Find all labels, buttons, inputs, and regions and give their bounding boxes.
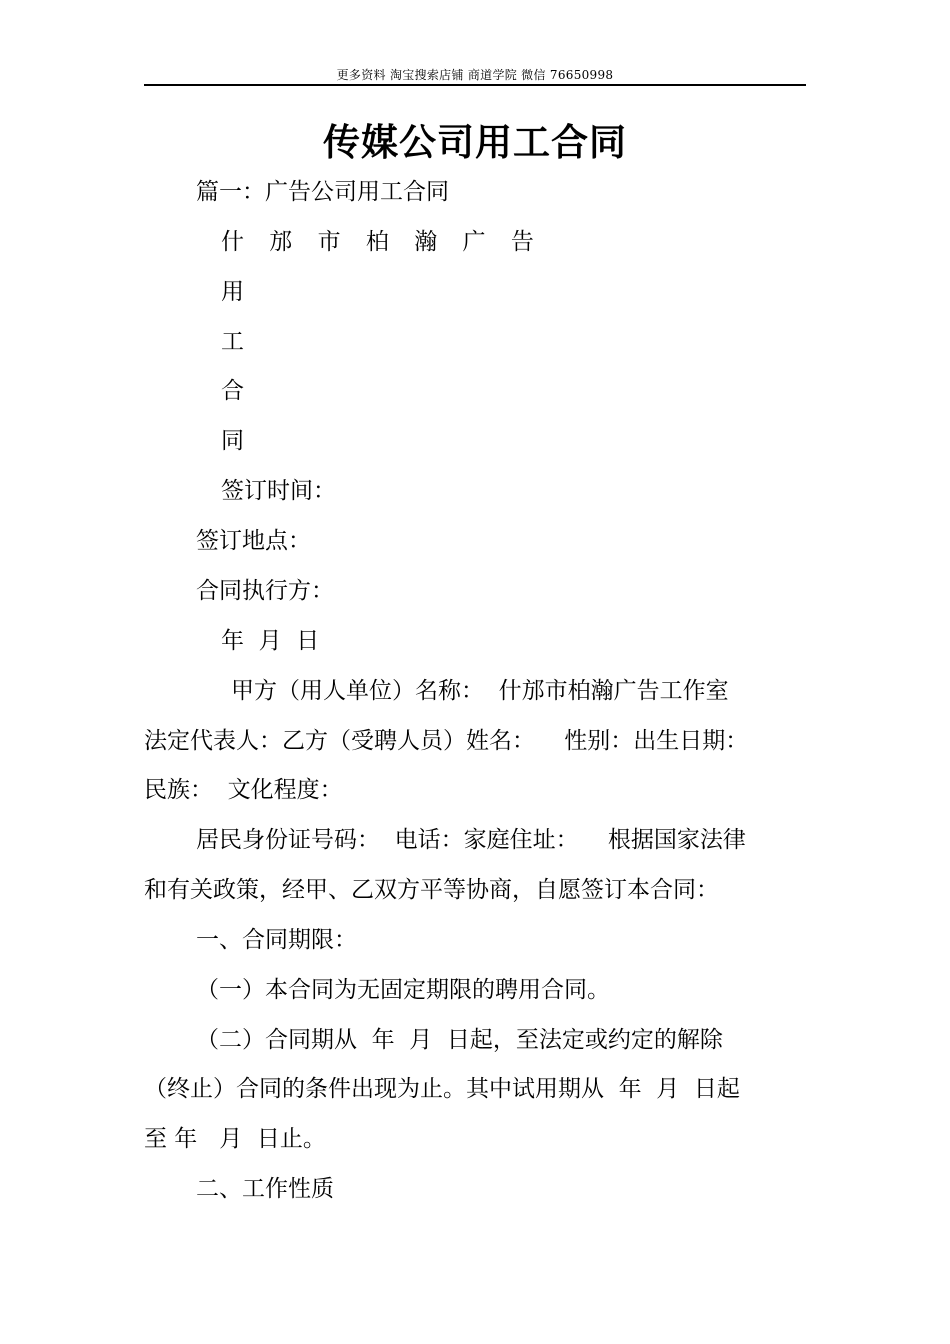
clause-1-2-continued: （终止）合同的条件出现为止。其中试用期从 年 月 日起	[144, 1076, 740, 1102]
clause-1-1: （一）本合同为无固定期限的聘用合同。	[196, 977, 610, 1003]
header-divider	[144, 84, 806, 86]
document-title: 传媒公司用工合同	[323, 121, 627, 164]
clause-1-2: （二）合同期从 年 月 日起，至法定或约定的解除	[196, 1027, 723, 1053]
clause-heading-work-nature: 二、工作性质	[196, 1176, 334, 1202]
page-header: 更多资料 淘宝搜索店铺 商道学院 微信 76650998	[336, 68, 614, 82]
clause-1-2-end: 至 年 月 日止。	[144, 1126, 326, 1152]
executing-party-label: 合同执行方：	[196, 578, 334, 604]
party-b-line: 法定代表人：乙方（受聘人员）姓名： 性别：出生日期：	[144, 728, 749, 754]
date-placeholder: 年 月 日	[221, 628, 320, 654]
signing-time-label: 签订时间：	[221, 478, 336, 504]
clause-heading-term: 一、合同期限：	[196, 927, 357, 953]
section-heading: 篇一：广告公司用工合同	[196, 179, 449, 205]
signing-place-label: 签订地点：	[196, 528, 311, 554]
id-phone-address-line: 居民身份证号码： 电话：家庭住址： 根据国家法律	[196, 827, 746, 853]
vertical-title-char: 同	[221, 428, 244, 454]
party-a-line: 甲方（用人单位）名称： 什邡市柏瀚广告工作室	[231, 678, 729, 704]
vertical-title-char: 合	[221, 378, 244, 404]
company-name-spaced: 什 邡 市 柏 瀚 广 告	[221, 229, 543, 255]
vertical-title-char: 用	[221, 279, 244, 305]
vertical-title-char: 工	[221, 329, 244, 355]
agreement-statement-line: 和有关政策，经甲、乙双方平等协商，自愿签订本合同：	[144, 877, 719, 903]
ethnicity-education-line: 民族： 文化程度：	[144, 777, 343, 803]
